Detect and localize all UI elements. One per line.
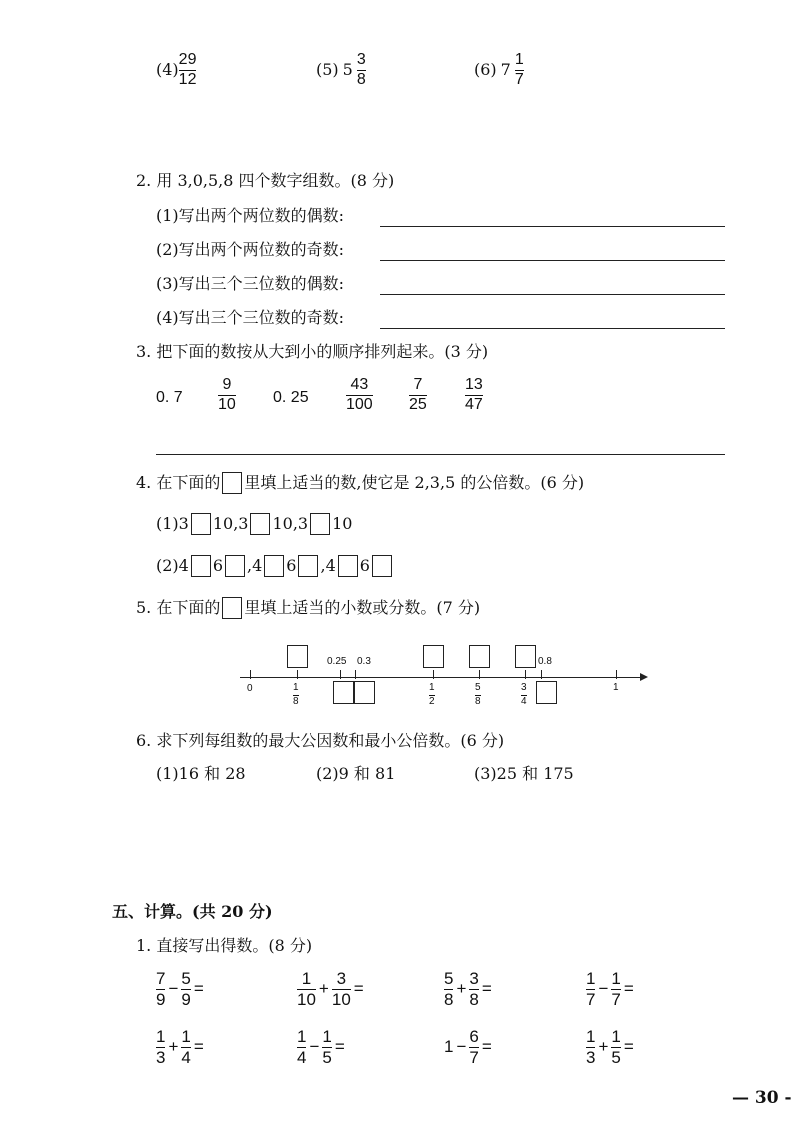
label-zero: 0	[247, 683, 253, 694]
frac-1-2: 1 2	[429, 682, 435, 707]
page-number: — 30 -	[732, 1088, 792, 1108]
item-5: (5) 5 $\frac{3}{8}$	[316, 51, 366, 88]
frac-1-8: 1 8	[293, 682, 299, 707]
q2-title: 2. 用 3,0,5,8 四个数字组数。(8 分)	[136, 171, 395, 190]
answer-box[interactable]	[250, 513, 270, 535]
answer-box[interactable]	[372, 555, 392, 577]
item-6: (6) 7 $\frac{1}{7}$	[474, 51, 524, 88]
tick	[616, 670, 617, 679]
expression: 1 − $\frac{6}{7}$ =	[444, 1027, 492, 1067]
q3-frac-1: $\frac{9}{10}$	[218, 376, 236, 413]
answer-line[interactable]	[156, 454, 725, 455]
expression: $\frac{1}{4}$ − $\frac{1}{5}$ =	[297, 1027, 345, 1067]
tick	[355, 670, 356, 679]
fraction: $\frac{1}{7}$	[514, 51, 524, 88]
expression: $\frac{7}{9}$ − $\frac{5}{9}$ =	[156, 969, 204, 1009]
expression: $\frac{5}{8}$ + $\frac{3}{8}$ =	[444, 969, 492, 1009]
q2-item-3: (3)写出三个三位数的偶数:	[156, 274, 345, 293]
tick	[525, 670, 526, 679]
tick	[340, 670, 341, 679]
q6-item-2: (2)9 和 81	[316, 764, 396, 783]
q3-frac-4: $\frac{13}{47}$	[465, 376, 483, 413]
tick	[297, 670, 298, 679]
label-0.8: 0.8	[538, 656, 552, 667]
answer-box[interactable]	[264, 555, 284, 577]
answer-box[interactable]	[225, 555, 245, 577]
label-0.3: 0.3	[357, 656, 371, 667]
box-icon	[222, 597, 242, 619]
answer-box[interactable]	[191, 555, 211, 577]
arrow-icon	[640, 673, 648, 681]
answer-line[interactable]	[380, 294, 725, 295]
section-5-title: 五、计算。(共 20 分)	[112, 902, 273, 921]
expression: $\frac{1}{10}$ + $\frac{3}{10}$ =	[297, 969, 364, 1009]
q3-num-2: 0. 25	[273, 389, 309, 406]
q4-row-1: (1)3 10,3 10,3 10	[156, 514, 353, 533]
item-4: (4) $\frac{29}{12}$	[156, 51, 197, 88]
sec5-q1-title: 1. 直接写出得数。(8 分)	[136, 936, 313, 955]
frac-5-8: 5 8	[475, 682, 481, 707]
expression: $\frac{1}{3}$ + $\frac{1}{5}$ =	[586, 1027, 634, 1067]
answer-box[interactable]	[298, 555, 318, 577]
expression: $\frac{1}{3}$ + $\frac{1}{4}$ =	[156, 1027, 204, 1067]
answer-box[interactable]	[287, 645, 308, 668]
answer-line[interactable]	[380, 226, 725, 227]
q6-item-1: (1)16 和 28	[156, 764, 246, 783]
fraction: $\frac{29}{12}$	[178, 51, 197, 88]
q2-item-2: (2)写出两个两位数的奇数:	[156, 240, 345, 259]
frac-3-4: 3 4	[521, 682, 527, 707]
tick	[250, 670, 251, 679]
q3-title: 3. 把下面的数按从大到小的顺序排列起来。(3 分)	[136, 342, 489, 361]
q6-item-3: (3)25 和 175	[474, 764, 574, 783]
answer-line[interactable]	[380, 328, 725, 329]
answer-box[interactable]	[515, 645, 536, 668]
label-one: 1	[613, 682, 619, 693]
q2-item-1: (1)写出两个两位数的偶数:	[156, 206, 345, 225]
answer-box[interactable]	[423, 645, 444, 668]
number-line-axis	[240, 677, 642, 678]
expression: $\frac{1}{7}$ − $\frac{1}{7}$ =	[586, 969, 634, 1009]
q5-title: 5. 在下面的 里填上适当的小数或分数。(7 分)	[136, 598, 481, 617]
q2-item-4: (4)写出三个三位数的奇数:	[156, 308, 345, 327]
q3-num-1: 0. 7	[156, 389, 183, 406]
answer-box[interactable]	[469, 645, 490, 668]
q4-row-2: (2)4 6 ,4 6 ,4 6	[156, 555, 394, 577]
answer-box[interactable]	[338, 555, 358, 577]
label-0.25: 0.25	[327, 656, 347, 667]
answer-box[interactable]	[354, 681, 375, 704]
q6-title: 6. 求下列每组数的最大公因数和最小公倍数。(6 分)	[136, 731, 505, 750]
tick	[433, 670, 434, 679]
answer-box[interactable]	[536, 681, 557, 704]
box-icon	[222, 472, 242, 494]
tick	[479, 670, 480, 679]
q4-title: 4. 在下面的 里填上适当的数,使它是 2,3,5 的公倍数。(6 分)	[136, 473, 585, 492]
answer-box[interactable]	[191, 513, 211, 535]
answer-box[interactable]	[310, 513, 330, 535]
q3-frac-3: $\frac{7}{25}$	[409, 376, 427, 413]
answer-line[interactable]	[380, 260, 725, 261]
tick	[541, 670, 542, 679]
q3-frac-2: $\frac{43}{100}$	[346, 376, 373, 413]
answer-box[interactable]	[333, 681, 354, 704]
fraction: $\frac{3}{8}$	[356, 51, 366, 88]
